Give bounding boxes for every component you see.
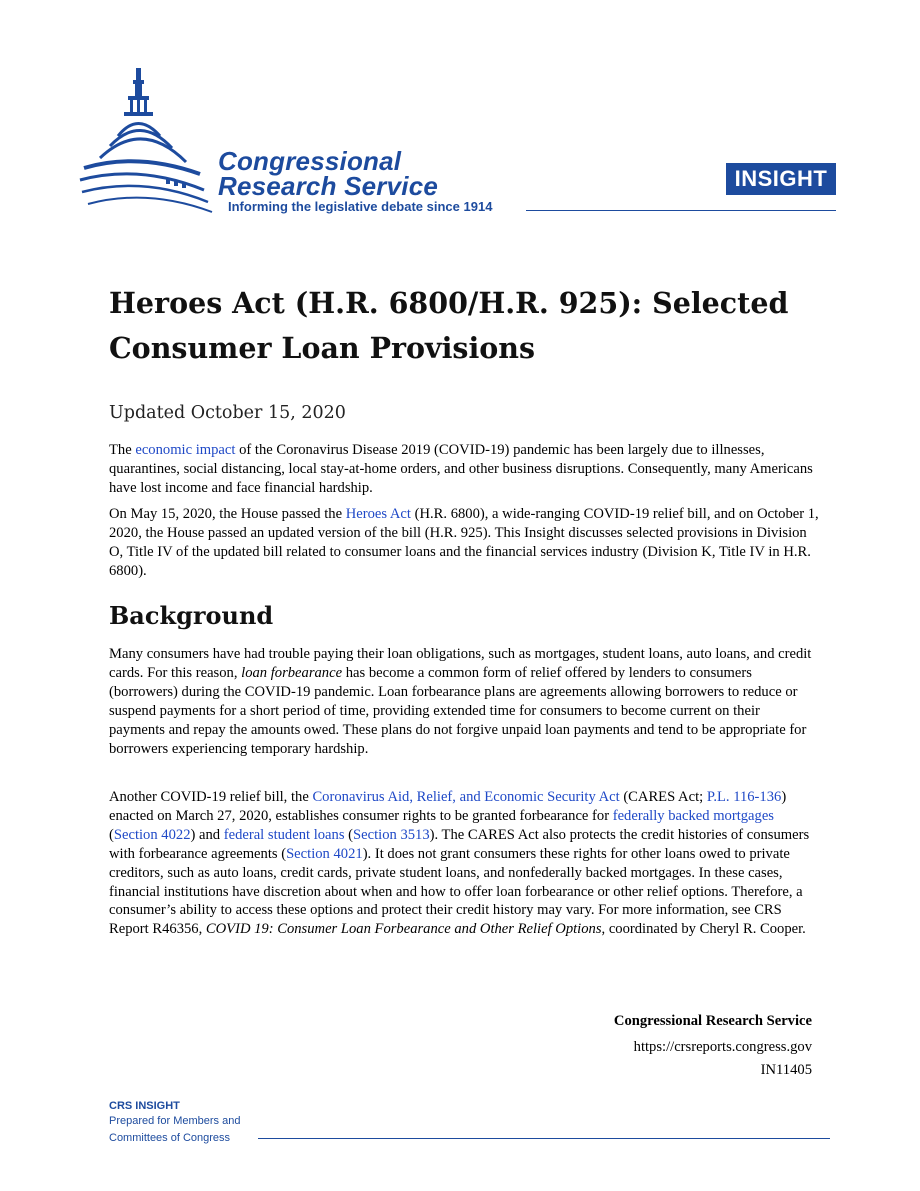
brand-title-line1: Congressional [218, 146, 402, 176]
intro-paragraph [109, 441, 819, 498]
text-run: (H.R. 6800), a wide-ranging COVID-19 relief bill, and on October 1, 2020, the House passed an updated version of the bill (H.R. 925). This Insight discusses selected provisions in Division O, Title IV of the updated bill related to consumer loans and the financial services industry (Division K, Title IV in H.R. 6800). [109, 506, 819, 579]
heroes-act-link[interactable]: Heroes Act [345, 506, 411, 522]
footer-url[interactable]: https://crsreports.congress.gov [633, 1039, 812, 1055]
prepared-for-line1: Prepared for Members and [109, 1115, 241, 1127]
document-title: Heroes Act (H.R. 6800/H.R. 925): Selected Consumer Loan Provisions [109, 286, 789, 365]
text-run: ( [344, 826, 354, 843]
heroes-act-paragraph [109, 505, 819, 581]
text-run: ). The CARES Act also protects the credit histories of consumers with forbearance agreements ( [109, 826, 810, 862]
federal-student-loans-link[interactable]: federal student loans [223, 826, 345, 843]
section-4021-link[interactable]: Section 4021 [286, 845, 363, 862]
cares-act-paragraph [109, 788, 819, 939]
text-run: On May 15, 2020, the House passed the [109, 506, 346, 522]
section-3513-link[interactable]: Section 3513 [353, 826, 430, 843]
emphasis-text: loan forbearance [241, 664, 343, 681]
brand-title-line2: Research Service [218, 171, 439, 201]
text-run: (CARES Act; [619, 789, 707, 805]
report-title: COVID 19: Consumer Loan Forbearance and Other Relief Options [205, 921, 602, 938]
text-run: ) and [190, 826, 224, 843]
section-4022-link[interactable]: Section 4022 [113, 826, 191, 843]
text-run: Many consumers have had trouble paying their loan obligations, such as mortgages, student loans, auto loans, and credit cards. For this reason, [109, 646, 812, 681]
crs-insight-label: CRS INSIGHT [109, 1100, 180, 1112]
economic-impact-link[interactable]: economic impact [135, 442, 236, 458]
cares-act-link[interactable]: Coronavirus Aid, Relief, and Economic Security Act [312, 789, 620, 805]
brand-tagline: Informing the legislative debate since 1914 [228, 199, 493, 214]
background-heading: Background [109, 601, 274, 630]
capitol-dome-icon [78, 66, 218, 216]
text-run: ). It does not grant consumers these rights for other loans owed to private creditors, such as auto loans, credit cards, private student loans, and nonfederally backed mortgages. In these cases, financial institutions have discretion about when and how to offer loan forbearance or other relief options. Therefore, a consumer’s ability to access these options and protect their credit history may vary. For more information, see CRS Report R46356, [109, 845, 803, 938]
federally-backed-mortgages-link[interactable]: federally backed mortgages [612, 807, 774, 824]
text-run: has become a common form of relief offered by lenders to consumers (borrowers) during the COVID-19 pandemic. Loan forbearance plans are agreements allowing borrowers to reduce or suspend payments for a short period of time, providing extended time for consumers to become current on their payments and repay the amounts owed. These plans do not forgive unpaid loan payments and tend to be appropriate for borrowers experiencing temporary hardship. [109, 664, 807, 757]
report-id: IN11405 [760, 1062, 812, 1078]
background-paragraph [109, 645, 819, 758]
text-run: , coordinated by Cheryl R. Cooper. [601, 921, 806, 938]
footer-divider [258, 1138, 830, 1139]
text-run: The [109, 442, 136, 458]
public-law-link[interactable]: P.L. 116-136 [706, 789, 782, 805]
insight-badge: INSIGHT [726, 163, 836, 195]
text-run: ( [109, 826, 114, 843]
updated-date: Updated October 15, 2020 [109, 403, 346, 423]
footer-organization: Congressional Research Service [613, 1013, 812, 1029]
text-run: ) enacted on March 27, 2020, establishes consumer rights to be granted forbearance for [109, 789, 787, 824]
header-divider [526, 210, 836, 211]
text-run: of the Coronavirus Disease 2019 (COVID-19) pandemic has been largely due to illnesses, quarantines, social distancing, local stay-at-home orders, and other business disruptions. Consequently, many Americans have lost income and face financial hardship. [109, 442, 813, 496]
text-run: Another COVID-19 relief bill, the [109, 789, 313, 805]
prepared-for-line2: Committees of Congress [109, 1132, 231, 1144]
